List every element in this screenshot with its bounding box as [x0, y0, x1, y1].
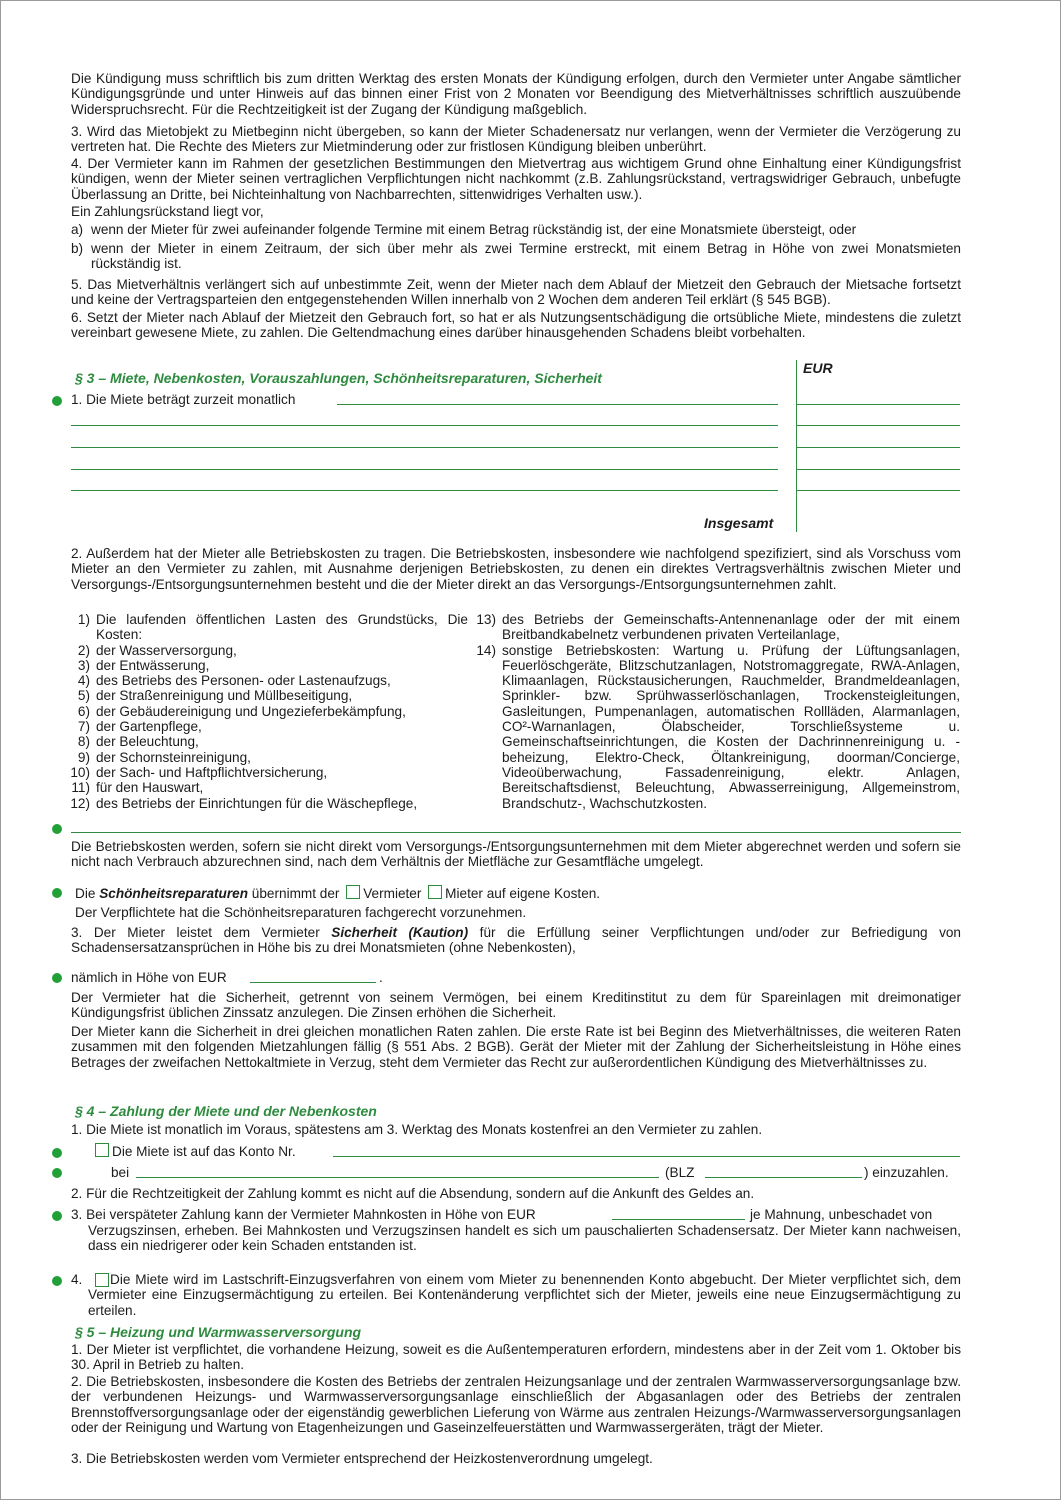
cost-list-item [60, 643, 468, 658]
cost-item-number: 10) [70, 764, 90, 780]
cost-list-item [60, 796, 468, 811]
blz-input[interactable] [705, 1177, 862, 1178]
repairs-line [75, 885, 600, 901]
cost-list-right [466, 612, 960, 811]
cost-list-item [466, 612, 960, 643]
repairs-prefix: Die [75, 886, 96, 901]
list-text: wenn der Mieter für zwei aufeinander folgende Termine mit einem Betrag rückständig ist, der eine Monatsmiete übersteigt, oder [91, 222, 857, 237]
clause-6-text: 6. Setzt der Mieter nach Ablauf der Mietzeit den Gebrauch fort, so hat er als Nutzungsentschädigung die ortsübliche Miete, mindestens die zuletzt vereinbart gewesene Miete, zu zahlen. Die Geltendmachung eines darüber hinausgehenden Schadens bleibt vorbehalten. [71, 310, 961, 341]
cost-item-text: des Betriebs des Personen- oder Lastenaufzugs, [96, 673, 391, 689]
landlord-checkbox[interactable] [346, 885, 360, 899]
cost-item-text: der Straßenreinigung und Müllbeseitigung, [96, 688, 353, 704]
landlord-option: Vermieter [363, 886, 422, 901]
tenant-checkbox[interactable] [428, 885, 442, 899]
rent-input-line[interactable] [71, 425, 778, 426]
cost-item-text: der Gartenpflege, [96, 719, 202, 735]
deposit-amount-end: . [379, 970, 383, 985]
tenant-option: Mieter auf eigene Kosten. [445, 886, 601, 901]
reminder-fee-mid: je Mahnung, unbeschadet von [750, 1207, 933, 1222]
list-key: a) [71, 222, 84, 237]
cost-item-text: der Sach- und Haftpflichtversicherung, [96, 764, 328, 780]
reminder-fee-input[interactable] [612, 1219, 745, 1220]
cost-list-item [60, 750, 468, 765]
list-key: b) [71, 241, 84, 256]
deposit-investment-text: Der Vermieter hat die Sicherheit, getrennt von seinem Vermögen, bei einem Kreditinstitut zu dem für Spareinlagen mit dreimonatiger Kündigungsfrist üblichen Zinssatz anzulegen. Die Zinsen erhöhen die Sicherheit. [71, 990, 961, 1021]
total-label: Insgesamt [704, 515, 774, 531]
allocation-text: Die Betriebskosten werden, sofern sie nicht direkt vom Versorgungs-/Entsorgungsunternehmen mit dem Mieter abgerechnet werden und sofern sie nicht nach Verbrauch abzurechnen sind, nach dem Verhältnis der Mietfläche zur Gesamtfläche umgelegt. [71, 839, 961, 870]
cost-list-item [60, 719, 468, 734]
heating-costs-text: 2. Die Betriebskosten, insbesondere die Kosten des Betriebs der zentralen Heizungsanlage und der zentralen Warmwasserversorgungsanlage bzw. der verbundenen Heizungs- und Warmwasserversorgungsanlage einschließlich der Abgasanlagen oder des Betriebs der zentralen Brennstoffversorgungsanlage oder der eigenständig gewerblichen Lieferung von Wärme aus zentralen Heizungs-/Warmwasserversorgungsanlagen oder der Reinigung und Wartung von Etagenheizungen und Gaseinzelfeuerstätten und Warmwassergeräten, trägt der Mieter. [71, 1374, 961, 1435]
cost-item-number: 12) [70, 795, 90, 811]
cost-item-number: 8) [77, 734, 90, 750]
cost-item-text: für den Hauswart, [96, 780, 204, 796]
bullet-marker [52, 1168, 62, 1178]
rent-input-line[interactable] [71, 469, 778, 470]
repairs-term: Schönheitsreparaturen [99, 886, 249, 901]
cost-item-number: 11) [71, 780, 90, 796]
cost-item-text: des Betriebs der Einrichtungen für die Wäschepflege, [96, 795, 418, 811]
rent-input-line[interactable] [337, 404, 778, 405]
reminder-fee-label: 3. Bei verspäteter Zahlung kann der Vermieter Mahnkosten in Höhe von EUR [71, 1207, 536, 1222]
blz-end: ) einzuzahlen. [864, 1165, 949, 1180]
bullet-marker [52, 1148, 62, 1158]
cost-item-number: 3) [77, 657, 90, 673]
cost-item-number: 4) [77, 673, 90, 689]
cost-list-item [60, 704, 468, 719]
deposit-prefix: 3. Der Mieter leistet dem Vermieter [71, 925, 320, 940]
bank-name-input[interactable] [136, 1177, 659, 1178]
cost-item-number: 2) [77, 642, 90, 658]
bullet-marker [52, 824, 62, 834]
bank-label: bei [111, 1165, 130, 1180]
repairs-mid: übernimmt der [251, 886, 340, 901]
deposit-term: Sicherheit (Kaution) [331, 925, 469, 940]
cost-item-text: der Entwässerung, [96, 657, 210, 673]
cost-item-number: 7) [77, 719, 90, 735]
payment-due-text: 1. Die Miete ist monatlich im Voraus, spätestens am 3. Werktag des Monats kostenfrei an den Vermieter zu zahlen. [71, 1122, 763, 1137]
bullet-marker [52, 396, 62, 406]
cost-list-item [60, 734, 468, 749]
cost-item-number: 14) [476, 642, 496, 658]
section-5-heading: § 5 – Heizung und Warmwasserversorgung [75, 1324, 362, 1340]
arrears-intro: Ein Zahlungsrückstand liegt vor, [71, 204, 264, 219]
operating-costs-text: 2. Außerdem hat der Mieter alle Betriebskosten zu tragen. Die Betriebskosten, insbesondere wie nachfolgend spezifiziert, sind als Vorschuss vom Mieter an den Vermieter zu zahlen, mit Ausnahme derjenigen Betriebskosten, zu denen ein direktes Vertragsverhältnis zwischen Mieter und Versorgungs-/Entsorgungsunternehmen besteht und die der Mieter direkt an das Versorgungs-/Entsorgungsunternehmen zahlt. [71, 546, 961, 592]
eur-input-line[interactable] [797, 490, 960, 491]
cost-item-text: der Schornsteinreinigung, [96, 749, 251, 765]
repairs-obligation: Der Verpflichtete hat die Schönheitsreparaturen fachgerecht vorzunehmen. [75, 905, 527, 920]
cost-list-item [466, 643, 960, 811]
deposit-rest: für die Erfüllung seiner Verpflichtungen und/oder zur Befriedigung von Schadensersatzansprüchen in Höhe bis zu drei Monatsmieten (ohne Nebenkosten), [71, 925, 961, 956]
clause-5-text: 5. Das Mietverhältnis verlängert sich auf unbestimmte Zeit, wenn der Mieter nach dem Ablauf der Mietzeit den Gebrauch der Mietsache fortsetzt und keine der Vertragsparteien den entgegenstehenden Willen innerhalb von 2 Wochen dem anderen Teil erklärt (§ 545 BGB). [71, 277, 961, 308]
eur-input-line[interactable] [797, 404, 960, 405]
cost-list-item [60, 612, 468, 643]
eur-input-line[interactable] [797, 447, 960, 448]
rent-input-line[interactable] [71, 447, 778, 448]
eur-input-line[interactable] [797, 469, 960, 470]
cost-item-number: 13) [476, 612, 496, 627]
deposit-amount-label: nämlich in Höhe von EUR [71, 970, 227, 985]
cost-item-text: der Beleuchtung, [96, 734, 199, 750]
clause-4-text: 4. Der Vermieter kann im Rahmen der gesetzlichen Bestimmungen den Mietvertrag aus wichtigem Grund ohne Einhaltung einer Kündigungsfrist kündigen, wenn der Mieter seinen vertraglichen Verpflichtungen nicht nachkommt (z.B. Zahlungsrückstand, vertragswidriger Gebrauch, unbefugte Überlassung an Dritte, bei Nichteinhaltung von Nachbarrechten, sittenwidriges Verhalten usw.). [71, 156, 961, 202]
cost-item-number: 6) [77, 703, 90, 719]
list-item [71, 222, 961, 237]
cost-list-item [60, 688, 468, 703]
payment-timeliness-text: 2. Für die Rechtzeitigkeit der Zahlung kommt es nicht auf die Absendung, sondern auf die Ankunft des Geldes an. [71, 1186, 755, 1201]
rent-label: 1. Die Miete beträgt zurzeit monatlich [71, 392, 296, 407]
section-4-heading: § 4 – Zahlung der Miete und der Nebenkosten [75, 1103, 377, 1119]
bullet-marker [52, 1276, 62, 1286]
eur-column-divider [796, 360, 797, 532]
bullet-marker [52, 973, 62, 983]
deposit-text [71, 925, 961, 956]
cancellation-text: Die Kündigung muss schriftlich bis zum dritten Werktag des ersten Monats der Kündigung erfolgen, durch den Vermieter unter Angabe sämtlicher Kündigungsgründe und unter Hinweis auf das binnen einer Frist von 2 Monaten vor Beendigung des Mietverhältnisses schriftlich auszuübende Widerspruchsrecht. Für die Rechtzeitigkeit ist der Zugang der Kündigung maßgeblich. [71, 71, 961, 117]
bullet-marker [52, 1211, 62, 1221]
account-label: Die Miete ist auf das Konto Nr. [112, 1144, 296, 1159]
cost-item-number: 1) [77, 612, 90, 627]
eur-input-line[interactable] [797, 425, 960, 426]
costs-input-line[interactable] [71, 832, 961, 833]
rent-input-line[interactable] [71, 490, 778, 491]
deposit-instalment-text: Der Mieter kann die Sicherheit in drei gleichen monatlichen Raten zahlen. Die erste Rate ist bei Beginn des Mietverhältnisses, die weiteren Raten zusammen mit den folgenden Mietzahlungen fällig (§ 551 Abs. 2 BGB). Gerät der Mieter mit der Zahlung der Sicherheitsleistung in Höhe eines Betrages der zweifachen Nettokaltmiete in Verzug, steht dem Vermieter das Recht zur außerordentlichen Kündigung des Mietverhältnisses zu. [71, 1024, 961, 1070]
section-3-heading: § 3 – Miete, Nebenkosten, Vorauszahlungen, Schönheitsreparaturen, Sicherheit [75, 370, 602, 386]
bullet-marker [52, 888, 62, 898]
list-text: wenn der Mieter in einem Zeitraum, der sich über mehr als zwei Termine erstreckt, mit einem Betrag in Höhe von zwei Monatsmieten rückständig ist. [91, 241, 961, 272]
eur-column-header: EUR [803, 360, 833, 376]
deposit-amount-input[interactable] [250, 982, 376, 983]
blz-label: (BLZ [665, 1165, 695, 1180]
cost-item-text: Die laufenden öffentlichen Lasten des Grundstücks, Die Kosten: [96, 612, 468, 643]
account-checkbox[interactable] [95, 1143, 109, 1157]
direct-debit-text: Die Miete wird im Lastschrift-Einzugsverfahren von einem vom Mieter zu benennenden Konto abgebucht. Der Mieter verpflichtet sich, dem Vermieter eine Einzugsermächtigung zu erteilen. Bei Kontenänderung verpflichtet sich der Mieter, jeweils eine neue Einzugsermächtigung zu erteilen. [88, 1272, 961, 1318]
direct-debit-number: 4. [71, 1272, 83, 1287]
cost-list-item [60, 765, 468, 780]
cost-list-item [60, 673, 468, 688]
account-number-input[interactable] [333, 1156, 960, 1157]
cost-item-number: 9) [77, 749, 90, 765]
cost-item-text: der Gebäudereinigung und Ungezieferbekämpfung, [96, 703, 406, 719]
cost-item-text: des Betriebs der Gemeinschafts-Antennenanlage oder der mit einem Breitbandkabelnetz verbundenen privaten Verteilanlage, [502, 612, 960, 643]
clause-3-text: 3. Wird das Mietobjekt zu Mietbeginn nicht übergeben, so kann der Mieter Schadenersatz nur verlangen, wenn der Vermieter die Verzögerung zu vertreten hat. Die Rechte des Mieters zur Mietminderung oder zur fristlosen Kündigung bleiben unberührt. [71, 124, 961, 155]
reminder-fee-text: Verzugszinsen, erheben. Bei Mahnkosten und Verzugszinsen handelt es sich um pauschalierten Schadensersatz. Der Mieter kann nachweisen, dass ein niedrigerer oder kein Schaden entstanden ist. [88, 1223, 961, 1254]
heating-obligation-text: 1. Der Mieter ist verpflichtet, die vorhandene Heizung, soweit es die Außentemperaturen erfordern, mindestens aber in der Zeit vom 1. Oktober bis 30. April in Betrieb zu halten. [71, 1342, 961, 1373]
cost-item-text: der Wasserversorgung, [96, 642, 237, 658]
cost-item-text: sonstige Betriebskosten: Wartung u. Prüfung der Lüftungsanlagen, Feuerlöschgeräte, Blitzschutzanlagen, Notstromaggregate, RWA-Anlagen, Klimaanlagen, Rückstausicherungen, Rauchmelder, Brandmeldeanlagen, Sprinkler- bzw. Sprühwasserlöschanlagen, Trockensteigleitungen, Gasleitungen, Pumpenanlagen, automatischen Rollläden, Alarmanlagen, CO²-Warnanlagen, Ölabscheider, Torschließsysteme u. Gemeinschaftseinrichtungen, die Kosten der Dachrinnenreinigung u. -beheizung, Elektro-Check, Öltankreinigung, doorman/Concierge, Videoüberwachung, Fassadenreinigung, elektr. Anlagen, Bereitschaftsdienst, Beleuchtung, Abwasserreinigung, Allgemeinstrom, Brandschutz-, Wachschutzkosten. [502, 642, 960, 811]
cost-list-item [60, 780, 468, 795]
cost-list-left [60, 612, 468, 811]
cost-list-item [60, 658, 468, 673]
heating-allocation-text: 3. Die Betriebskosten werden vom Vermieter entsprechend der Heizkostenverordnung umgelegt. [71, 1451, 653, 1466]
account-line [92, 1143, 296, 1159]
list-item [71, 241, 961, 272]
cost-item-number: 5) [77, 688, 90, 704]
